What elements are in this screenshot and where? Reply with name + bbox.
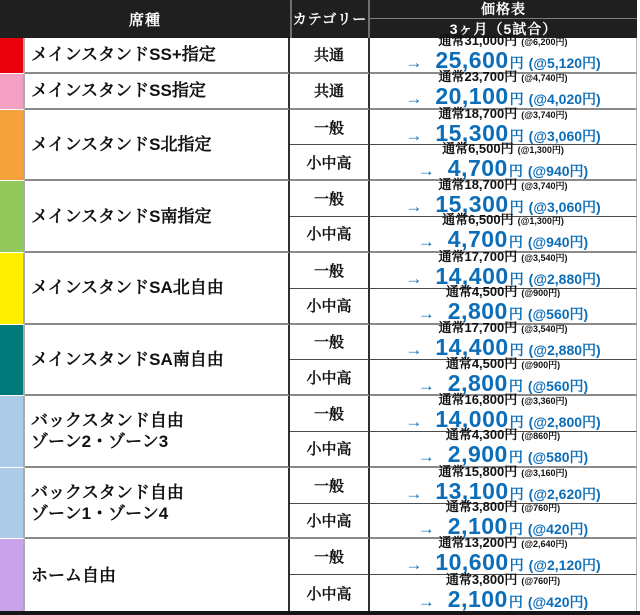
sale-price-per-game: (@4,020円) <box>528 91 601 108</box>
sale-price-per-game: (@3,060円) <box>528 199 601 216</box>
seat-color-swatch <box>0 468 25 540</box>
arrow-icon: → <box>417 518 435 538</box>
yen-unit: 円 <box>509 270 524 287</box>
yen-unit: 円 <box>509 557 524 574</box>
yen-unit: 円 <box>508 520 523 537</box>
arrow-icon: → <box>405 412 423 432</box>
price-cell <box>370 69 637 110</box>
seat-color-swatch <box>0 38 25 74</box>
yen-unit: 円 <box>508 593 523 610</box>
price-cell <box>370 355 637 396</box>
category-cell: 小中高 <box>290 575 370 611</box>
sale-price-amount: 14,400 <box>435 262 509 289</box>
sale-price-per-game: (@2,880円) <box>528 270 601 287</box>
seat-name <box>25 325 290 397</box>
seat-name <box>25 110 290 182</box>
sale-price-amount: 20,100 <box>435 83 509 110</box>
arrow-icon: → <box>417 375 435 395</box>
yen-unit: 円 <box>509 485 524 502</box>
seat-name-line: メインスタンドSS+指定 <box>31 45 216 65</box>
regular-price-amount: 通常4,300円 <box>445 427 518 443</box>
regular-price-amount: 通常16,800円 <box>438 392 518 408</box>
seat-color-swatch <box>0 539 25 611</box>
arrow-icon: → <box>405 268 423 288</box>
yen-unit: 円 <box>508 234 523 251</box>
seat-name-line: メインスタンドS北指定 <box>31 134 212 154</box>
seat-name <box>25 253 290 325</box>
category-cell: 一般 <box>290 110 370 146</box>
price-cell <box>370 284 637 325</box>
seat-name-line: ホーム自由 <box>31 565 116 585</box>
yen-unit: 円 <box>509 342 524 359</box>
regular-price-per-game: (@900円) <box>521 288 561 299</box>
seat-name <box>25 539 290 611</box>
seat-color-swatch <box>0 396 25 468</box>
arrow-icon: → <box>417 447 435 467</box>
yen-unit: 円 <box>508 162 523 179</box>
sale-price-per-game: (@560円) <box>527 306 589 323</box>
regular-price-amount: 通常6,500円 <box>442 140 514 156</box>
category-cell: 一般 <box>290 253 370 289</box>
arrow-icon: → <box>405 340 423 360</box>
category-cell: 一般 <box>290 181 370 217</box>
regular-price-amount: 通常3,800円 <box>445 571 518 587</box>
seat-color-swatch <box>0 110 25 182</box>
arrow-icon: → <box>417 232 435 252</box>
sale-price-per-game: (@940円) <box>527 162 589 179</box>
sale-price-amount: 2,800 <box>447 369 508 396</box>
table-body <box>0 33 637 612</box>
sale-price-per-game: (@2,620円) <box>528 485 601 502</box>
sale-price-amount: 2,100 <box>447 585 508 612</box>
regular-price-amount: 通常31,000円 <box>438 33 518 49</box>
regular-price-amount: 通常4,500円 <box>445 355 518 371</box>
regular-price-per-game: (@3,740円) <box>521 109 568 120</box>
sale-price-amount: 14,000 <box>435 406 509 433</box>
sale-price-per-game: (@420円) <box>527 520 589 537</box>
category-cell: 一般 <box>290 539 370 575</box>
category-cell: 小中高 <box>290 360 370 396</box>
yen-unit: 円 <box>509 91 524 108</box>
price-cell <box>370 571 637 612</box>
category-cell: 小中高 <box>290 504 370 540</box>
seat-name <box>25 181 290 253</box>
category-cell: 小中高 <box>290 432 370 468</box>
sale-price-per-game: (@420円) <box>527 593 589 610</box>
category-cell: 一般 <box>290 468 370 504</box>
regular-price-per-game: (@760円) <box>521 575 561 586</box>
regular-price-per-game: (@3,740円) <box>521 181 568 192</box>
price-cell <box>370 535 637 576</box>
sale-price-amount: 15,300 <box>435 191 509 218</box>
regular-price-amount: 通常3,800円 <box>445 498 518 514</box>
regular-price-per-game: (@860円) <box>521 431 561 442</box>
regular-price-per-game: (@760円) <box>521 502 561 513</box>
category-cell: 小中高 <box>290 289 370 325</box>
regular-price-per-game: (@3,160円) <box>521 467 568 478</box>
arrow-icon: → <box>405 197 423 217</box>
category-cell: 一般 <box>290 325 370 361</box>
seat-name-line: メインスタンドS南指定 <box>31 206 212 226</box>
price-period-header: 3ヶ月（5試合） <box>449 20 558 37</box>
sale-price-amount: 14,400 <box>435 334 509 361</box>
regular-price-per-game: (@900円) <box>521 359 561 370</box>
sale-price-amount: 2,800 <box>447 298 508 325</box>
regular-price-amount: 通常17,700円 <box>438 320 518 336</box>
seat-name-line: メインスタンドSS指定 <box>31 81 206 101</box>
sale-price-amount: 15,300 <box>435 119 509 146</box>
yen-unit: 円 <box>509 55 524 72</box>
arrow-icon: → <box>417 591 435 611</box>
regular-price-amount: 通常15,800円 <box>438 463 518 479</box>
category-cell: 小中高 <box>290 145 370 181</box>
seat-color-swatch <box>0 181 25 253</box>
seat-name <box>25 468 290 540</box>
regular-price-per-game: (@3,540円) <box>521 324 568 335</box>
sale-price-amount: 2,100 <box>447 512 508 539</box>
sale-price-per-game: (@5,120円) <box>528 55 601 72</box>
price-cell <box>370 212 637 253</box>
seat-name-line: バックスタンド自由 <box>31 482 184 502</box>
sale-price-amount: 2,900 <box>447 441 508 468</box>
sale-price <box>417 585 589 613</box>
seat-name-line: メインスタンドSA南自由 <box>31 349 224 369</box>
regular-price-per-game: (@3,540円) <box>521 252 568 263</box>
seat-name <box>25 38 290 74</box>
regular-price-per-game: (@2,640円) <box>521 539 568 550</box>
seat-name-line: ゾーン2・ゾーン3 <box>31 431 169 451</box>
sale-price-per-game: (@580円) <box>527 449 589 466</box>
seat-name-line: バックスタンド自由 <box>31 410 184 430</box>
regular-price-amount: 通常4,500円 <box>445 284 518 300</box>
seat-type-header: 席種 <box>128 11 161 29</box>
seat-color-swatch <box>0 253 25 325</box>
seat-color-swatch <box>0 325 25 397</box>
sale-price-per-game: (@560円) <box>527 377 589 394</box>
sale-price-per-game: (@940円) <box>527 234 589 251</box>
price-cell <box>370 140 637 181</box>
arrow-icon: → <box>405 555 423 575</box>
sale-price-per-game: (@2,800円) <box>528 414 601 431</box>
yen-unit: 円 <box>508 306 523 323</box>
arrow-icon: → <box>417 160 435 180</box>
category-cell: 一般 <box>290 396 370 432</box>
sale-price-amount: 4,700 <box>447 226 508 253</box>
arrow-icon: → <box>405 125 423 145</box>
sale-price-amount: 4,700 <box>447 154 508 181</box>
arrow-icon: → <box>405 53 423 73</box>
regular-price-per-game: (@1,300円) <box>517 216 564 227</box>
regular-price-amount: 通常13,200円 <box>438 535 518 551</box>
category-cell: 共通 <box>290 38 370 74</box>
regular-price-amount: 通常23,700円 <box>438 69 518 85</box>
sale-price-per-game: (@2,880円) <box>528 342 601 359</box>
yen-unit: 円 <box>509 127 524 144</box>
yen-unit: 円 <box>508 449 523 466</box>
regular-price-amount: 通常17,700円 <box>438 248 518 264</box>
table-header <box>0 0 637 38</box>
sale-price-amount: 25,600 <box>435 47 509 74</box>
price-cell <box>370 427 637 468</box>
sale-price-amount: 10,600 <box>435 549 509 576</box>
category-cell: 小中高 <box>290 217 370 253</box>
arrow-icon: → <box>405 89 423 109</box>
regular-price-per-game: (@1,300円) <box>517 144 564 155</box>
arrow-icon: → <box>417 304 435 324</box>
regular-price-per-game: (@3,360円) <box>521 396 568 407</box>
sale-price-per-game: (@3,060円) <box>528 127 601 144</box>
regular-price-amount: 通常6,500円 <box>442 212 514 228</box>
yen-unit: 円 <box>509 199 524 216</box>
price-table-header: 価格表 <box>370 0 637 19</box>
regular-price-per-game: (@6,200円) <box>521 37 568 48</box>
regular-price-amount: 通常18,700円 <box>438 105 518 121</box>
sale-price-amount: 13,100 <box>435 477 509 504</box>
seat-name <box>25 396 290 468</box>
seat-name <box>25 74 290 110</box>
category-cell: 共通 <box>290 74 370 110</box>
yen-unit: 円 <box>509 414 524 431</box>
regular-price-amount: 通常18,700円 <box>438 177 518 193</box>
yen-unit: 円 <box>508 377 523 394</box>
price-cell <box>370 498 637 540</box>
category-header: カテゴリー <box>290 0 370 38</box>
sale-price-per-game: (@2,120円) <box>528 557 601 574</box>
arrow-icon: → <box>405 483 423 503</box>
regular-price-per-game: (@4,740円) <box>521 73 568 84</box>
seat-name-line: ゾーン1・ゾーン4 <box>31 503 169 523</box>
seat-color-swatch <box>0 74 25 110</box>
seat-name-line: メインスタンドSA北自由 <box>31 278 224 298</box>
